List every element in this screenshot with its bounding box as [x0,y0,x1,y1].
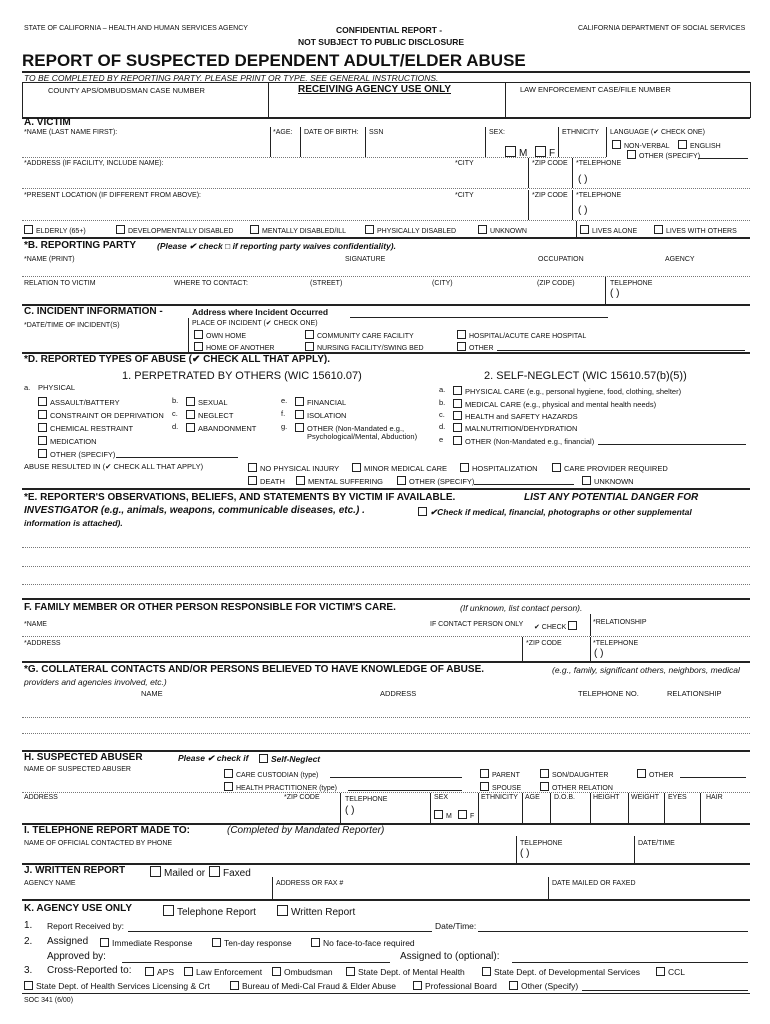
abuse-other[interactable]: OTHER (SPECIFY) [38,449,115,459]
contact-only-label: IF CONTACT PERSON ONLY [430,621,524,628]
k-approved-label: Approved by: [47,951,106,962]
parent-checkbox[interactable] [480,769,489,778]
k-written-checkbox[interactable] [277,905,288,916]
result-other[interactable]: OTHER (SPECIFY) [397,476,474,486]
k-written-report[interactable]: Written Report [277,905,355,918]
k-assigned-to-label: Assigned to (optional): [400,951,500,962]
abuser-weight-label: WEIGHT [631,794,659,801]
minor-care-checkbox[interactable] [352,463,361,472]
family-phone-area[interactable]: ( ) [594,648,604,659]
nursing-checkbox[interactable] [305,342,314,351]
item-d-letter: d. [172,422,179,431]
section-e-info: information is attached). [24,518,123,528]
family-relationship-label: *RELATIONSHIP [593,619,647,626]
k-cross-mental[interactable]: State Dept. of Mental Health [346,967,465,977]
sexual-checkbox[interactable] [186,397,195,406]
sn-a-letter: a. [439,385,446,394]
section-f-title: F. FAMILY MEMBER OR OTHER PERSON RESPONSIBLE FOR VICTIM'S CARE. [24,602,396,613]
abuser-sex-f[interactable]: F [458,810,474,820]
k-cross-law[interactable]: Law Enforcement [184,967,262,977]
abuse-assault[interactable]: ASSAULT/BATTERY [38,397,120,407]
victim-sex-m[interactable]: M [505,146,527,159]
medical-care-checkbox[interactable] [453,399,462,408]
collateral-col-address: ADDRESS [380,689,417,698]
k-ccl-checkbox[interactable] [656,967,665,976]
k-item-1: 1. [24,920,33,931]
written-address-label: ADDRESS OR FAX # [276,880,344,887]
k-cross-developmental[interactable]: State Dept. of Developmental Services [482,967,640,977]
present-city-label: *CITY [455,192,474,199]
section-k-title: K. AGENCY USE ONLY [24,903,132,914]
reporter-street-label: (STREET) [310,280,343,287]
result-other-checkbox[interactable] [397,476,406,485]
elderly-checkbox[interactable] [24,225,33,234]
abuser-parent[interactable]: PARENT [480,769,520,779]
collateral-col-name: NAME [141,689,163,698]
k-cross-health-lic[interactable]: State Dept. of Health Services Licensing & Crt [24,981,210,991]
dev-disabled-checkbox[interactable] [116,225,125,234]
sex-f-checkbox[interactable] [535,146,546,157]
section-i-note: (Completed by Mandated Reporter) [227,825,385,836]
abuser-other-checkbox[interactable] [637,769,646,778]
victim-phone-area[interactable]: ( ) [578,174,588,185]
k-cross-medi-cal[interactable]: Bureau of Medi-Cal Fraud & Elder Abuse [230,981,396,991]
place-own-home[interactable]: OWN HOME [194,330,246,340]
form-subtitle: TO BE COMPLETED BY REPORTING PARTY. PLEASE PRINT OR TYPE. SEE GENERAL INSTRUCTIONS. [24,73,439,83]
item-e-letter: e. [281,396,288,405]
abandonment-checkbox[interactable] [186,423,195,432]
abuser-other[interactable]: OTHER [637,769,674,779]
k-cross-other[interactable]: Other (Specify) [509,981,578,991]
result-no-injury[interactable]: NO PHYSICAL INJURY [248,463,339,473]
care-provider-checkbox[interactable] [552,463,561,472]
other-nonmandated-checkbox[interactable] [295,423,304,432]
section-g-note: (e.g., family, significant others, neighbors, medical [552,665,740,675]
sn-b-letter: b. [439,398,446,407]
section-f-note: (If unknown, list contact person). [460,603,583,613]
reporter-zip-label: (ZIP CODE) [537,280,575,287]
family-address-label: *ADDRESS [24,640,61,647]
abuse-isolation[interactable]: ISOLATION [295,410,346,420]
sn-health-safety[interactable]: HEALTH and SAFETY HAZARDS [453,411,578,421]
sn-physical-care[interactable]: PHYSICAL CARE (e.g., personal hygiene, food, clothing, shelter) [453,386,681,396]
section-h-title: H. SUSPECTED ABUSER [24,752,143,763]
health-safety-checkbox[interactable] [453,411,462,420]
constraint-checkbox[interactable] [38,410,47,419]
section-e-title-danger: LIST ANY POTENTIAL DANGER FOR [524,492,699,503]
k-telephone-report[interactable]: Telephone Report [163,905,256,918]
place-other-checkbox[interactable] [457,342,466,351]
assault-checkbox[interactable] [38,397,47,406]
k-no-face-to-face[interactable]: No face-to-face required [311,938,415,948]
contact-only-check[interactable]: ✔ CHECK [534,621,580,631]
sn-medical-care[interactable]: MEDICAL CARE (e.g., physical and mental health needs) [453,399,656,409]
abuser-phone-area[interactable]: ( ) [345,805,355,816]
k-cross-label: Cross-Reported to: [47,965,132,976]
abuse-constraint[interactable]: CONSTRAINT OR DEPRIVATION [38,410,164,420]
reporter-phone-label: TELEPHONE [610,280,653,287]
victim-phone-label: *TELEPHONE [576,160,622,167]
confidential-line-1: CONFIDENTIAL REPORT - [336,25,443,35]
no-injury-checkbox[interactable] [248,463,257,472]
county-case-label: COUNTY APS/OMBUDSMAN CASE NUMBER [48,86,205,95]
language-english[interactable]: ENGLISH [678,140,721,150]
written-date-label: DATE MAILED OR FAXED [552,880,636,887]
result-death[interactable]: DEATH [248,476,285,486]
victim-city-label: *CITY [455,160,474,167]
k-immediate-checkbox[interactable] [100,938,109,947]
self-neglect-subheading: 2. SELF-NEGLECT (WIC 15610.57(b)(5)) [484,370,687,382]
abuser-hair-label: HAIR [706,794,723,801]
agency-header-left: STATE OF CALIFORNIA – HEALTH AND HUMAN SERVICES AGENCY [24,25,248,32]
official-phone-label: TELEPHONE [520,840,563,847]
reporter-agency-label: AGENCY [665,256,695,263]
abuser-address-label: ADDRESS [24,794,58,801]
victim-ssn-label: SSN [369,129,384,136]
abuser-other-relation[interactable]: OTHER RELATION [540,782,613,792]
abuse-chemical[interactable]: CHEMICAL RESTRAINT [38,423,133,433]
written-faxed[interactable]: Faxed [209,866,251,879]
victim-zip-label: *ZIP CODE [532,160,568,167]
victim-language-label: LANGUAGE (✔ CHECK ONE) [610,129,705,136]
k-cross-aps[interactable]: APS [145,967,174,977]
mental-suffering-checkbox[interactable] [296,476,305,485]
financial-checkbox[interactable] [295,397,304,406]
abuser-height-label: HEIGHT [593,794,620,801]
result-unknown[interactable]: UNKNOWN [582,476,634,486]
abuser-practitioner[interactable]: HEALTH PRACTITIONER (type) [224,782,337,792]
sn-c-letter: c. [439,410,445,419]
faxed-checkbox[interactable] [209,866,220,877]
abuse-resulted-label: ABUSE RESULTED IN (✔ CHECK ALL THAT APPLY) [24,462,204,471]
result-hospitalization[interactable]: HOSPITALIZATION [460,463,538,473]
k-cross-ccl[interactable]: CCL [656,967,685,977]
chemical-checkbox[interactable] [38,423,47,432]
abuser-f-checkbox[interactable] [458,810,467,819]
phys-disabled-checkbox[interactable] [365,225,374,234]
present-phone-label: *TELEPHONE [576,192,622,199]
official-name-label: NAME OF OFFICIAL CONTACTED BY PHONE [24,840,173,847]
nonverbal-checkbox[interactable] [612,140,621,149]
self-neglect-checkbox[interactable] [259,754,268,763]
section-h-note: Please ✔ check if [178,753,249,763]
k-assigned-label: Assigned [47,936,89,947]
k-developmental-checkbox[interactable] [482,967,491,976]
item-g-letter: g. [281,422,288,431]
section-g-title: *G. COLLATERAL CONTACTS AND/OR PERSONS BELIEVED TO HAVE KNOWLEDGE OF ABUSE. [24,664,485,675]
victim-unknown-checkbox[interactable] [478,225,487,234]
form-title: REPORT OF SUSPECTED DEPENDENT ADULT/ELDER ABUSE [22,51,526,70]
language-other-checkbox[interactable] [627,150,636,159]
collateral-col-relationship: RELATIONSHIP [667,689,722,698]
section-a-title: A. VICTIM [24,117,71,128]
section-b-note: (Please ✔ check □ if reporting party waives confidentiality). [157,241,396,251]
mailed-checkbox[interactable] [150,866,161,877]
supplemental-checkbox[interactable] [418,507,427,516]
victim-unknown[interactable]: UNKNOWN [478,225,527,235]
result-mental-suffering[interactable]: MENTAL SUFFERING [296,476,383,486]
k-cross-prof-board[interactable]: Professional Board [413,981,497,991]
place-other[interactable]: OTHER [457,342,494,352]
isolation-checkbox[interactable] [295,410,304,419]
family-zip-label: *ZIP CODE [526,640,562,647]
k-no-f2f-checkbox[interactable] [311,938,320,947]
ccf-checkbox[interactable] [305,330,314,339]
contact-only-checkbox[interactable] [568,621,577,630]
section-e-investigator: INVESTIGATOR (e.g., animals, weapons, communicable diseases, etc.) . [24,505,365,516]
abuser-spouse[interactable]: SPOUSE [480,782,521,792]
self-neglect-check[interactable]: Self-Neglect [259,754,320,764]
present-phone-area[interactable]: ( ) [578,205,588,216]
abuser-phone-label: TELEPHONE [345,796,388,803]
lives-with-others-checkbox[interactable] [654,225,663,234]
result-minor-care[interactable]: MINOR MEDICAL CARE [352,463,447,473]
other-relation-checkbox[interactable] [540,782,549,791]
k-health-lic-checkbox[interactable] [24,981,33,990]
k-ten-day-checkbox[interactable] [212,938,221,947]
sn-e-letter: e [439,435,444,444]
supplemental-attached[interactable]: ✔Check if medical, financial, photographs or other supplemental [418,507,692,517]
abuser-name-label: NAME OF SUSPECTED ABUSER [24,766,131,773]
abuser-m-checkbox[interactable] [434,810,443,819]
abuser-son[interactable]: SON/DAUGHTER [540,769,608,779]
family-name-label: *NAME [24,621,47,628]
other-nonmandated-examples: Psychological/Mental, Abduction) [307,432,418,441]
medication-checkbox[interactable] [38,436,47,445]
k-telephone-checkbox[interactable] [163,905,174,916]
reporter-phone-area[interactable]: ( ) [610,288,620,299]
victim-address-label: *ADDRESS (IF FACILITY, INCLUDE NAME): [24,160,164,167]
abuser-age-label: AGE [525,794,540,801]
section-g-note-2: providers and agencies involved, etc.) [24,677,167,687]
abuse-medication[interactable]: MEDICATION [38,436,97,446]
k-received-by-label: Report Received by: [47,921,125,931]
custodian-checkbox[interactable] [224,769,233,778]
incident-datetime-label: *DATE/TIME OF INCIDENT(S) [24,322,120,329]
abuser-eyes-label: EYES [668,794,687,801]
k-date-time-label: Date/Time: [435,921,477,931]
section-c-note: Address where Incident Occurred [192,307,329,317]
family-phone-label: *TELEPHONE [593,640,639,647]
abuser-custodian[interactable]: CARE CUSTODIAN (type) [224,769,318,779]
official-datetime-label: DATE/TIME [638,840,675,847]
english-checkbox[interactable] [678,140,687,149]
victim-sex-label: SEX: [489,129,505,136]
sn-other[interactable]: OTHER (Non-Mandated e.g., financial) [453,436,594,446]
k-mental-checkbox[interactable] [346,967,355,976]
receiving-agency-label: RECEIVING AGENCY USE ONLY [298,84,451,95]
present-zip-label: *ZIP CODE [532,192,568,199]
death-checkbox[interactable] [248,476,257,485]
place-home-another[interactable]: HOME OF ANOTHER [194,342,274,352]
victim-dev-disabled[interactable]: DEVELOPMENTALLY DISABLED [116,225,233,235]
perpetrated-subheading: 1. PERPETRATED BY OTHERS (WIC 15610.07) [122,370,362,382]
section-e-title: *E. REPORTER'S OBSERVATIONS, BELIEFS, AND STATEMENTS BY VICTIM IF AVAILABLE. [24,492,456,503]
item-f-letter: f. [281,409,286,418]
reporter-name-label: *NAME (PRINT) [24,256,75,263]
k-item-3: 3. [24,965,33,976]
item-c-letter: c. [172,409,178,418]
k-medi-cal-checkbox[interactable] [230,981,239,990]
spouse-checkbox[interactable] [480,782,489,791]
physical-care-checkbox[interactable] [453,386,462,395]
abuser-zip-label: *ZIP CODE [284,794,320,801]
incident-place-label: PLACE OF INCIDENT (✔ CHECK ONE) [192,320,318,327]
son-checkbox[interactable] [540,769,549,778]
item-b-letter: b. [172,396,179,405]
victim-age-label: *AGE: [273,129,293,136]
abuser-ethnicity-label: ETHNICITY [481,794,518,801]
reporter-occupation-label: OCCUPATION [538,256,584,263]
section-j-title: J. WRITTEN REPORT [24,865,126,876]
present-location-label: *PRESENT LOCATION (IF DIFFERENT FROM ABOVE): [24,192,201,199]
k-other-checkbox[interactable] [509,981,518,990]
reporter-relation-label: RELATION TO VICTIM [24,280,96,287]
section-b-title: *B. REPORTING PARTY [24,240,137,251]
result-care-provider[interactable]: CARE PROVIDER REQUIRED [552,463,668,473]
sex-m-checkbox[interactable] [505,146,516,157]
k-cross-ombudsman[interactable]: Ombudsman [272,967,333,977]
victim-mental-disabled[interactable]: MENTALLY DISABLED/ILL [250,225,346,235]
collateral-col-phone: TELEPHONE NO. [578,689,639,698]
place-nursing[interactable]: NURSING FACILITY/SWING BED [305,342,424,352]
agency-header-right: CALIFORNIA DEPARTMENT OF SOCIAL SERVICES [578,25,746,32]
official-phone-area[interactable]: ( ) [520,848,530,859]
k-aps-checkbox[interactable] [145,967,154,976]
place-ccf[interactable]: COMMUNITY CARE FACILITY [305,330,414,340]
abuse-other-nonmandated[interactable]: OTHER (Non-Mandated e.g., [295,423,404,433]
sn-malnutrition[interactable]: MALNUTRITION/DEHYDRATION [453,423,577,433]
reporter-signature-label: SIGNATURE [345,256,386,263]
k-item-2: 2. [24,936,33,947]
k-immediate[interactable]: Immediate Response [100,938,192,948]
victim-ethnicity-label: ETHNICITY [562,129,599,136]
mental-disabled-checkbox[interactable] [250,225,259,234]
language-nonverbal[interactable]: NON-VERBAL [612,140,670,150]
item-a-letter: a. [24,383,31,392]
victim-phys-disabled[interactable]: PHYSICALLY DISABLED [365,225,456,235]
abuse-financial[interactable]: FINANCIAL [295,397,346,407]
k-law-checkbox[interactable] [184,967,193,976]
sn-d-letter: d. [439,422,446,431]
k-ten-day[interactable]: Ten-day response [212,938,292,948]
written-agency-label: AGENCY NAME [24,880,76,887]
hospitalization-checkbox[interactable] [460,463,469,472]
practitioner-checkbox[interactable] [224,782,233,791]
abuser-sex-label: SEX [434,794,449,801]
section-d-title: *D. REPORTED TYPES OF ABUSE (✔ CHECK ALL THAT APPLY). [24,354,330,365]
reporter-city-label: (CITY) [432,280,453,287]
abuse-abandonment[interactable]: ABANDONMENT [186,423,256,433]
victim-name-label: *NAME (LAST NAME FIRST): [24,129,118,136]
section-i-title: I. TELEPHONE REPORT MADE TO: [24,825,190,836]
form-id: SOC 341 (6/00) [24,997,74,1004]
k-prof-board-checkbox[interactable] [413,981,422,990]
law-case-label: LAW ENFORCEMENT CASE/FILE NUMBER [520,85,671,94]
abuse-neglect[interactable]: NEGLECT [186,410,233,420]
sn-other-checkbox[interactable] [453,436,462,445]
victim-elderly[interactable]: ELDERLY (65+) [24,225,86,235]
reporter-where-label: WHERE TO CONTACT: [174,280,248,287]
victim-lives-alone[interactable]: LIVES ALONE [580,225,637,235]
malnutrition-checkbox[interactable] [453,423,462,432]
neglect-checkbox[interactable] [186,410,195,419]
place-hospital[interactable]: HOSPITAL/ACUTE CARE HOSPITAL [457,330,586,340]
victim-lives-with-others[interactable]: LIVES WITH OTHERS [654,225,737,235]
abuse-other-checkbox[interactable] [38,449,47,458]
victim-dob-label: DATE OF BIRTH: [304,129,359,136]
abuse-sexual[interactable]: SEXUAL [186,397,228,407]
lives-alone-checkbox[interactable] [580,225,589,234]
section-c-title: C. INCIDENT INFORMATION - [24,306,163,317]
language-other[interactable]: OTHER (SPECIFY) [627,150,700,160]
written-mailed[interactable]: Mailed or [150,866,205,879]
abuser-sex-m[interactable]: M [434,810,452,820]
abuser-dob-label: D.O.B. [554,794,576,801]
k-ombudsman-checkbox[interactable] [272,967,281,976]
home-another-checkbox[interactable] [194,342,203,351]
own-home-checkbox[interactable] [194,330,203,339]
result-unknown-checkbox[interactable] [582,476,591,485]
hospital-checkbox[interactable] [457,330,466,339]
confidential-line-2: NOT SUBJECT TO PUBLIC DISCLOSURE [298,37,465,47]
abuse-physical-label: PHYSICAL [38,383,76,392]
victim-sex-f[interactable]: F [535,146,555,159]
